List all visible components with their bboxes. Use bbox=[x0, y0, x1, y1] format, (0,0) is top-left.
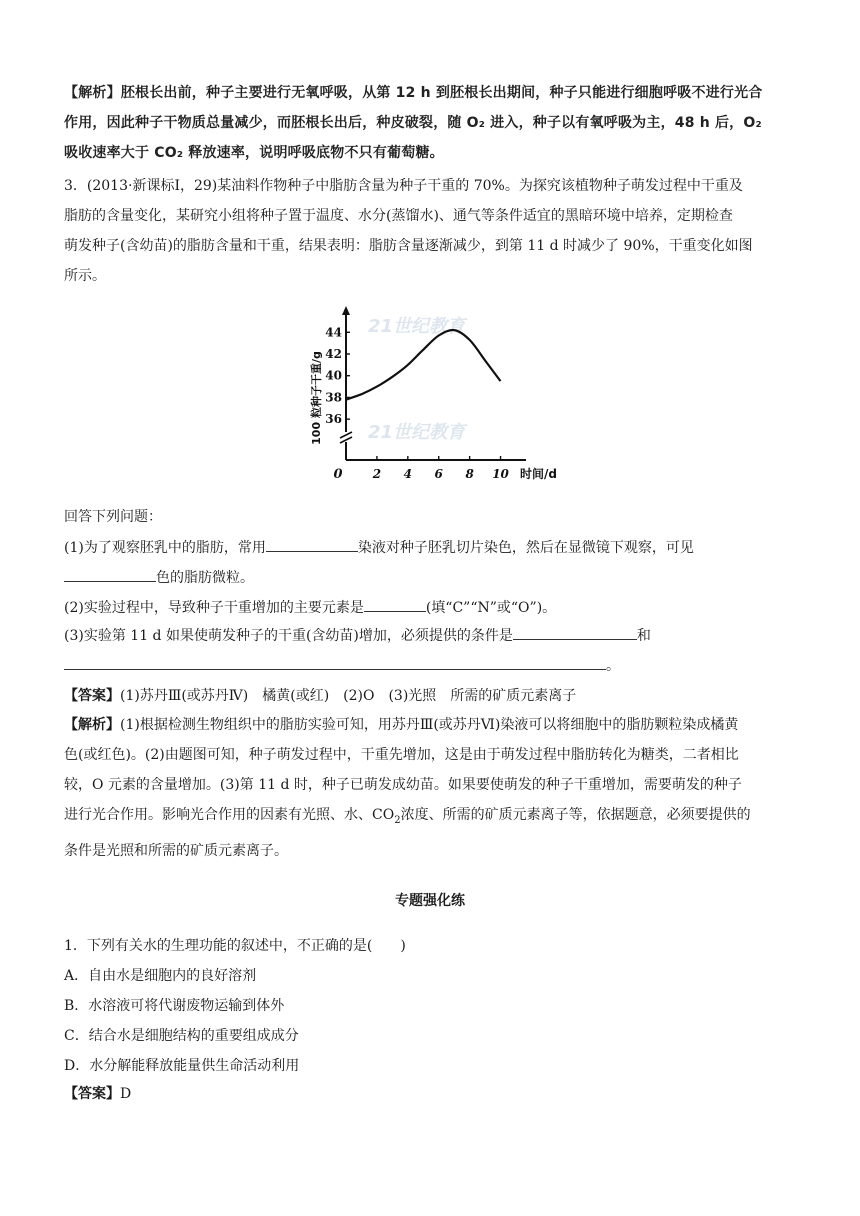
dry-weight-chart bbox=[308, 298, 578, 483]
option-c[interactable]: C．结合水是细胞结构的重要组成成分 bbox=[64, 1028, 299, 1044]
question-3-line-1: 3．(2013·新课标Ⅰ，29)某油料作物种子中脂肪含量为种子干重的 70%。为探究该植物种子萌发过程中干重及 bbox=[64, 178, 743, 194]
analysis-1-line-1: 胚根长出前，种子主要进行无氧呼吸，从第 12 h 到胚根长出期间，种子只能进行细胞呼吸不进行光合 bbox=[120, 85, 763, 101]
watermark-bottom: 21世纪教育 bbox=[368, 422, 466, 443]
x-tick-label-2: 2 bbox=[372, 467, 382, 481]
analysis-3 bbox=[64, 710, 796, 866]
option-d[interactable]: D．水分解能释放能量供生命活动利用 bbox=[64, 1058, 300, 1074]
analysis-3-line-1: (1)根据检测生物组织中的脂肪实验可知，用苏丹Ⅲ(或苏丹Ⅵ)染液可以将细胞中的脂肪颗粒染成橘黄 bbox=[120, 717, 739, 733]
sub-question-3 bbox=[64, 621, 796, 681]
analysis-3-line-2: 色(或红色)。(2)由题图可知，种子萌发过程中，干重先增加，这是由于萌发过程中脂肪转化为糖类，二者相比 bbox=[64, 747, 739, 763]
sub-question-2-part-a: (2)实验过程中，导致种子干重增加的主要元素是 bbox=[64, 600, 364, 616]
answer-blank-5[interactable] bbox=[64, 653, 606, 670]
answer-3 bbox=[64, 681, 796, 711]
x-tick-label-6: 6 bbox=[434, 467, 443, 481]
y-tick-label-44: 44 bbox=[325, 325, 342, 340]
sub-question-1-part-a: (1)为了观察胚乳中的脂肪，常用 bbox=[64, 540, 266, 556]
answer-blank-4[interactable] bbox=[513, 623, 637, 640]
section-title: 专题强化练 bbox=[395, 893, 465, 909]
sub-question-1-part-b: 染液对种子胚乳切片染色，然后在显微镜下观察，可见 bbox=[357, 540, 694, 556]
y-tick-label-40: 40 bbox=[325, 368, 342, 383]
y-tick-label-42: 42 bbox=[325, 347, 342, 361]
watermark-top: 21世纪教育 bbox=[368, 316, 466, 337]
sub-question-2-part-b: (填“C”“N”或“O”)。 bbox=[425, 600, 557, 616]
x-tick-label-8: 8 bbox=[465, 467, 474, 481]
question-3-stem bbox=[64, 171, 796, 291]
dry-weight-series-line bbox=[346, 330, 501, 400]
analysis-3-line-5: 条件是光照和所需的矿质元素离子。 bbox=[64, 842, 288, 859]
analysis-3-line-3: 较，O 元素的含量增加。(3)第 11 d 时，种子已萌发成幼苗。如果要使萌发的种子干重增加，需要萌发的种子 bbox=[64, 777, 742, 793]
sub-question-3-part-a: (3)实验第 11 d 如果使萌发种子的干重(含幼苗)增加，必须提供的条件是 bbox=[64, 628, 513, 644]
sub-question-3-part-c: 。 bbox=[606, 658, 620, 674]
question-1-answer-value: D bbox=[120, 1086, 132, 1102]
question-3-line-3: 萌发种子(含幼苗)的脂肪含量和干重，结果表明：脂肪含量逐渐减少，到第 11 d 时减少了 90%，干重变化如图 bbox=[64, 238, 753, 254]
answer-blank-2[interactable] bbox=[64, 565, 156, 582]
option-b[interactable]: B．水溶液可将代谢废物运输到体外 bbox=[64, 998, 285, 1014]
answer-prompt: 回答下列问题： bbox=[64, 509, 162, 525]
y-axis-arrow bbox=[342, 306, 350, 315]
y-axis-label: 100 粒种子干重/g bbox=[310, 351, 323, 445]
sub-question-2 bbox=[64, 593, 796, 623]
answer-3-text: (1)苏丹Ⅲ(或苏丹Ⅳ) 橘黄(或红) (2)O (3)光照 所需的矿质元素离子 bbox=[120, 688, 577, 704]
analysis-3-line-4-sub: 2 bbox=[394, 814, 401, 826]
analysis-1-line-2: 作用，因此种子干物质总量减少，而胚根长出后，种皮破裂，随 O₂ 进入，种子以有氧呼吸为主，48 h 后，O₂ bbox=[64, 115, 762, 131]
question-3-line-4: 所示。 bbox=[64, 268, 106, 284]
analysis-3-tag: 【解析】 bbox=[64, 717, 120, 733]
question-1-stem: 1．下列有关水的生理功能的叙述中，不正确的是( ) bbox=[64, 938, 406, 954]
answer-3-tag: 【答案】 bbox=[64, 688, 120, 704]
analysis-3-line-4b: 浓度、所需的矿质元素离子等，依据题意，必须要提供的 bbox=[400, 807, 751, 823]
sub-question-1 bbox=[64, 533, 796, 593]
sub-question-3-part-b: 和 bbox=[636, 628, 651, 644]
question-3-line-2: 脂肪的含量变化，某研究小组将种子置于温度、水分(蒸馏水)、通气等条件适宜的黑暗环境中培养，定期检查 bbox=[64, 208, 733, 224]
analysis-1-tag: 【解析】 bbox=[64, 85, 121, 101]
answer-blank-3[interactable] bbox=[364, 595, 426, 612]
analysis-1-line-3: 吸收速率大于 CO₂ 释放速率，说明呼吸底物不只有葡萄糖。 bbox=[64, 145, 444, 161]
x-tick-label-4: 4 bbox=[403, 467, 412, 481]
y-tick-label-38: 38 bbox=[325, 390, 342, 405]
option-a[interactable]: A．自由水是细胞内的良好溶剂 bbox=[64, 968, 257, 984]
analysis-1 bbox=[64, 78, 796, 168]
x-axis-label: 时间/d bbox=[520, 467, 557, 481]
question-1-answer-tag: 【答案】 bbox=[64, 1086, 120, 1102]
answer-blank-1[interactable] bbox=[266, 535, 358, 552]
origin-label: 0 bbox=[333, 467, 343, 482]
sub-question-1-part-c: 色的脂肪微粒。 bbox=[156, 570, 254, 586]
x-tick-label-10: 10 bbox=[492, 467, 509, 481]
y-tick-label-36: 36 bbox=[325, 412, 342, 427]
question-1-answer bbox=[64, 1084, 131, 1104]
analysis-3-line-4a: 进行光合作用。影响光合作用的因素有光照、水、CO bbox=[64, 807, 395, 823]
